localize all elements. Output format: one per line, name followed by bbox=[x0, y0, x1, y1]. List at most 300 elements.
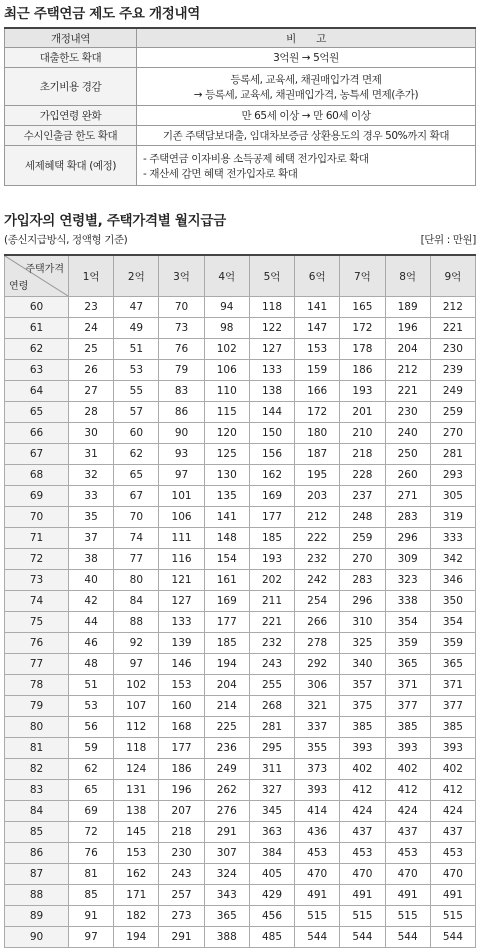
payment-cell: 221 bbox=[249, 612, 294, 633]
payment-cell: 385 bbox=[385, 717, 430, 738]
age-cell: 65 bbox=[5, 402, 69, 423]
payment-cell: 232 bbox=[295, 549, 340, 570]
table-row bbox=[5, 444, 476, 465]
age-cell: 74 bbox=[5, 591, 69, 612]
payment-cell: 333 bbox=[430, 528, 475, 549]
payment-cell: 70 bbox=[114, 507, 159, 528]
payment-cell: 393 bbox=[295, 780, 340, 801]
age-cell: 64 bbox=[5, 381, 69, 402]
payment-cell: 515 bbox=[430, 906, 475, 927]
payment-cell: 324 bbox=[204, 864, 249, 885]
payment-cell: 131 bbox=[114, 780, 159, 801]
table-row bbox=[5, 423, 476, 444]
table-row bbox=[5, 360, 476, 381]
revision-note-line: → 등록세, 교육세, 채권매입가격, 농특세 면제(추가) bbox=[193, 88, 419, 101]
age-cell: 81 bbox=[5, 738, 69, 759]
age-cell: 73 bbox=[5, 570, 69, 591]
payment-cell: 365 bbox=[204, 906, 249, 927]
payment-cell: 470 bbox=[385, 864, 430, 885]
payment-cell: 118 bbox=[114, 738, 159, 759]
payments-table-body bbox=[5, 297, 476, 948]
payment-cell: 111 bbox=[159, 528, 204, 549]
payment-cell: 515 bbox=[340, 906, 385, 927]
payment-cell: 46 bbox=[69, 633, 114, 654]
age-cell: 69 bbox=[5, 486, 69, 507]
payment-cell: 35 bbox=[69, 507, 114, 528]
payment-cell: 342 bbox=[430, 549, 475, 570]
payment-cell: 202 bbox=[249, 570, 294, 591]
payment-cell: 51 bbox=[114, 339, 159, 360]
payment-cell: 338 bbox=[385, 591, 430, 612]
corner-label-age: 연령 bbox=[9, 281, 29, 292]
payment-cell: 371 bbox=[430, 675, 475, 696]
revision-item-cell: 초기비용 경감 bbox=[5, 68, 137, 106]
column-header-price: 8억 bbox=[385, 255, 430, 297]
payment-cell: 337 bbox=[295, 717, 340, 738]
payment-cell: 59 bbox=[69, 738, 114, 759]
payment-cell: 76 bbox=[159, 339, 204, 360]
table-row bbox=[5, 801, 476, 822]
revision-note-cell bbox=[137, 146, 476, 186]
table-row bbox=[5, 339, 476, 360]
payment-cell: 44 bbox=[69, 612, 114, 633]
revision-row bbox=[5, 106, 476, 126]
payment-cell: 56 bbox=[69, 717, 114, 738]
payment-cell: 94 bbox=[204, 297, 249, 318]
payment-cell: 150 bbox=[249, 423, 294, 444]
payment-cell: 311 bbox=[249, 759, 294, 780]
payment-cell: 470 bbox=[340, 864, 385, 885]
payment-cell: 168 bbox=[159, 717, 204, 738]
payment-cell: 153 bbox=[114, 843, 159, 864]
payment-cell: 144 bbox=[249, 402, 294, 423]
payment-cell: 365 bbox=[385, 654, 430, 675]
payment-cell: 456 bbox=[249, 906, 294, 927]
payment-cell: 239 bbox=[430, 360, 475, 381]
payments-title: 가입자의 연령별, 주택가격별 월지급금 bbox=[4, 213, 226, 229]
table-row bbox=[5, 570, 476, 591]
revision-item-cell: 수시인출금 한도 확대 bbox=[5, 126, 137, 146]
payment-cell: 148 bbox=[204, 528, 249, 549]
payment-cell: 177 bbox=[204, 612, 249, 633]
payment-cell: 57 bbox=[114, 402, 159, 423]
payment-cell: 177 bbox=[249, 507, 294, 528]
payment-cell: 291 bbox=[204, 822, 249, 843]
payment-cell: 159 bbox=[295, 360, 340, 381]
payment-cell: 259 bbox=[430, 402, 475, 423]
column-header-price: 1억 bbox=[69, 255, 114, 297]
payment-cell: 27 bbox=[69, 381, 114, 402]
payment-cell: 491 bbox=[340, 885, 385, 906]
payment-cell: 384 bbox=[249, 843, 294, 864]
payment-cell: 354 bbox=[430, 612, 475, 633]
payment-cell: 85 bbox=[69, 885, 114, 906]
column-header-price: 7억 bbox=[340, 255, 385, 297]
payment-cell: 160 bbox=[159, 696, 204, 717]
payment-cell: 375 bbox=[340, 696, 385, 717]
payment-cell: 414 bbox=[295, 801, 340, 822]
table-row bbox=[5, 297, 476, 318]
column-header-price: 6억 bbox=[295, 255, 340, 297]
payment-cell: 515 bbox=[295, 906, 340, 927]
column-header-price: 3억 bbox=[159, 255, 204, 297]
payment-cell: 98 bbox=[204, 318, 249, 339]
payment-cell: 73 bbox=[159, 318, 204, 339]
table-row bbox=[5, 612, 476, 633]
age-cell: 72 bbox=[5, 549, 69, 570]
payment-cell: 371 bbox=[385, 675, 430, 696]
payment-cell: 429 bbox=[249, 885, 294, 906]
payment-cell: 65 bbox=[114, 465, 159, 486]
payment-cell: 31 bbox=[69, 444, 114, 465]
age-cell: 83 bbox=[5, 780, 69, 801]
payment-cell: 293 bbox=[430, 465, 475, 486]
payment-cell: 412 bbox=[340, 780, 385, 801]
payment-cell: 120 bbox=[204, 423, 249, 444]
payment-cell: 165 bbox=[340, 297, 385, 318]
payment-cell: 106 bbox=[159, 507, 204, 528]
payment-cell: 194 bbox=[204, 654, 249, 675]
table-row bbox=[5, 822, 476, 843]
revision-table bbox=[4, 27, 476, 186]
payment-cell: 307 bbox=[204, 843, 249, 864]
payment-cell: 177 bbox=[159, 738, 204, 759]
payment-cell: 236 bbox=[204, 738, 249, 759]
payment-cell: 310 bbox=[340, 612, 385, 633]
corner-label-price: 주택가격 bbox=[25, 264, 64, 275]
payment-cell: 214 bbox=[204, 696, 249, 717]
payment-cell: 491 bbox=[385, 885, 430, 906]
revision-note-line: 기존 주택담보대출, 임대차보증금 상환용도의 경우 50%까지 확대 bbox=[162, 130, 450, 142]
table-row bbox=[5, 528, 476, 549]
payment-cell: 118 bbox=[249, 297, 294, 318]
table-row bbox=[5, 591, 476, 612]
age-cell: 70 bbox=[5, 507, 69, 528]
payment-cell: 222 bbox=[295, 528, 340, 549]
payment-cell: 161 bbox=[204, 570, 249, 591]
payment-cell: 69 bbox=[69, 801, 114, 822]
age-cell: 66 bbox=[5, 423, 69, 444]
payment-cell: 154 bbox=[204, 549, 249, 570]
payment-cell: 32 bbox=[69, 465, 114, 486]
payment-cell: 327 bbox=[249, 780, 294, 801]
payment-cell: 212 bbox=[430, 297, 475, 318]
payment-cell: 350 bbox=[430, 591, 475, 612]
table-row bbox=[5, 717, 476, 738]
payment-cell: 153 bbox=[295, 339, 340, 360]
payment-cell: 230 bbox=[159, 843, 204, 864]
payment-cell: 385 bbox=[340, 717, 385, 738]
payment-cell: 47 bbox=[114, 297, 159, 318]
payment-cell: 544 bbox=[385, 927, 430, 948]
payment-cell: 259 bbox=[340, 528, 385, 549]
payment-cell: 424 bbox=[430, 801, 475, 822]
revision-title: 최근 주택연금 제도 주요 개정내역 bbox=[4, 6, 200, 22]
payment-cell: 146 bbox=[159, 654, 204, 675]
payment-cell: 55 bbox=[114, 381, 159, 402]
payment-cell: 145 bbox=[114, 822, 159, 843]
payment-cell: 102 bbox=[204, 339, 249, 360]
payment-cell: 25 bbox=[69, 339, 114, 360]
payment-cell: 112 bbox=[114, 717, 159, 738]
payment-cell: 127 bbox=[159, 591, 204, 612]
payment-cell: 107 bbox=[114, 696, 159, 717]
payment-cell: 453 bbox=[385, 843, 430, 864]
payment-cell: 266 bbox=[295, 612, 340, 633]
payment-cell: 28 bbox=[69, 402, 114, 423]
payment-cell: 355 bbox=[295, 738, 340, 759]
payment-cell: 84 bbox=[114, 591, 159, 612]
payment-cell: 42 bbox=[69, 591, 114, 612]
payment-cell: 115 bbox=[204, 402, 249, 423]
payment-cell: 281 bbox=[249, 717, 294, 738]
table-row bbox=[5, 759, 476, 780]
payment-cell: 424 bbox=[385, 801, 430, 822]
age-cell: 79 bbox=[5, 696, 69, 717]
payment-cell: 90 bbox=[159, 423, 204, 444]
age-cell: 63 bbox=[5, 360, 69, 381]
payment-cell: 130 bbox=[204, 465, 249, 486]
payment-cell: 121 bbox=[159, 570, 204, 591]
payment-cell: 133 bbox=[249, 360, 294, 381]
payments-header-row bbox=[5, 255, 476, 297]
age-cell: 68 bbox=[5, 465, 69, 486]
payment-cell: 453 bbox=[340, 843, 385, 864]
payment-cell: 97 bbox=[69, 927, 114, 948]
age-cell: 67 bbox=[5, 444, 69, 465]
payment-cell: 218 bbox=[340, 444, 385, 465]
table-row bbox=[5, 864, 476, 885]
payment-cell: 204 bbox=[204, 675, 249, 696]
payment-cell: 49 bbox=[114, 318, 159, 339]
payment-cell: 292 bbox=[295, 654, 340, 675]
payment-cell: 53 bbox=[69, 696, 114, 717]
payments-unit: [단위 : 만원] bbox=[420, 234, 476, 246]
payment-cell: 212 bbox=[385, 360, 430, 381]
payment-cell: 242 bbox=[295, 570, 340, 591]
payments-subheader bbox=[4, 232, 476, 248]
payment-cell: 211 bbox=[249, 591, 294, 612]
payment-cell: 437 bbox=[430, 822, 475, 843]
payment-cell: 116 bbox=[159, 549, 204, 570]
revision-note-line: - 재산세 감면 혜택 전가입자로 확대 bbox=[143, 167, 298, 180]
corner-header-cell bbox=[5, 255, 69, 297]
payment-cell: 80 bbox=[114, 570, 159, 591]
payment-cell: 249 bbox=[430, 381, 475, 402]
payment-cell: 230 bbox=[385, 402, 430, 423]
payment-cell: 249 bbox=[204, 759, 249, 780]
payment-cell: 437 bbox=[340, 822, 385, 843]
table-row bbox=[5, 402, 476, 423]
revision-header-row bbox=[5, 28, 476, 48]
payment-cell: 270 bbox=[430, 423, 475, 444]
payment-cell: 185 bbox=[204, 633, 249, 654]
revision-note-cell bbox=[137, 68, 476, 106]
table-row bbox=[5, 696, 476, 717]
payment-cell: 232 bbox=[249, 633, 294, 654]
payment-cell: 60 bbox=[114, 423, 159, 444]
payment-cell: 101 bbox=[159, 486, 204, 507]
payment-cell: 393 bbox=[385, 738, 430, 759]
payment-cell: 83 bbox=[159, 381, 204, 402]
payment-cell: 240 bbox=[385, 423, 430, 444]
revision-row bbox=[5, 48, 476, 68]
age-cell: 86 bbox=[5, 843, 69, 864]
payment-cell: 412 bbox=[430, 780, 475, 801]
payment-cell: 162 bbox=[249, 465, 294, 486]
payments-method: (종신지급방식, 정액형 기준) bbox=[4, 234, 128, 246]
age-cell: 60 bbox=[5, 297, 69, 318]
payment-cell: 515 bbox=[385, 906, 430, 927]
revision-note-cell bbox=[137, 106, 476, 126]
payment-cell: 357 bbox=[340, 675, 385, 696]
payment-cell: 243 bbox=[249, 654, 294, 675]
payment-cell: 79 bbox=[159, 360, 204, 381]
payment-cell: 237 bbox=[340, 486, 385, 507]
payment-cell: 93 bbox=[159, 444, 204, 465]
payment-cell: 437 bbox=[385, 822, 430, 843]
payment-cell: 162 bbox=[114, 864, 159, 885]
payment-cell: 62 bbox=[69, 759, 114, 780]
table-row bbox=[5, 843, 476, 864]
payment-cell: 169 bbox=[204, 591, 249, 612]
payment-cell: 138 bbox=[114, 801, 159, 822]
payment-cell: 544 bbox=[295, 927, 340, 948]
payment-cell: 276 bbox=[204, 801, 249, 822]
payment-cell: 225 bbox=[204, 717, 249, 738]
payment-cell: 26 bbox=[69, 360, 114, 381]
revision-note-cell bbox=[137, 126, 476, 146]
payment-cell: 255 bbox=[249, 675, 294, 696]
payment-cell: 402 bbox=[430, 759, 475, 780]
age-cell: 75 bbox=[5, 612, 69, 633]
table-row bbox=[5, 549, 476, 570]
payment-cell: 124 bbox=[114, 759, 159, 780]
payment-cell: 178 bbox=[340, 339, 385, 360]
payment-cell: 23 bbox=[69, 297, 114, 318]
payment-cell: 76 bbox=[69, 843, 114, 864]
payment-cell: 110 bbox=[204, 381, 249, 402]
payments-table bbox=[4, 254, 476, 948]
payment-cell: 453 bbox=[430, 843, 475, 864]
payment-cell: 91 bbox=[69, 906, 114, 927]
payment-cell: 210 bbox=[340, 423, 385, 444]
age-cell: 84 bbox=[5, 801, 69, 822]
revision-item-cell: 가입연령 완화 bbox=[5, 106, 137, 126]
payment-cell: 141 bbox=[204, 507, 249, 528]
column-header-price: 5억 bbox=[249, 255, 294, 297]
payment-cell: 196 bbox=[385, 318, 430, 339]
payment-cell: 204 bbox=[385, 339, 430, 360]
payment-cell: 262 bbox=[204, 780, 249, 801]
payment-cell: 283 bbox=[385, 507, 430, 528]
payment-cell: 102 bbox=[114, 675, 159, 696]
payment-cell: 309 bbox=[385, 549, 430, 570]
payment-cell: 171 bbox=[114, 885, 159, 906]
column-header-price: 4억 bbox=[204, 255, 249, 297]
payment-cell: 271 bbox=[385, 486, 430, 507]
payment-cell: 51 bbox=[69, 675, 114, 696]
payment-cell: 196 bbox=[159, 780, 204, 801]
payment-cell: 186 bbox=[159, 759, 204, 780]
payment-cell: 424 bbox=[340, 801, 385, 822]
table-row bbox=[5, 633, 476, 654]
age-cell: 89 bbox=[5, 906, 69, 927]
payment-cell: 62 bbox=[114, 444, 159, 465]
age-cell: 61 bbox=[5, 318, 69, 339]
payment-cell: 393 bbox=[430, 738, 475, 759]
payment-cell: 230 bbox=[430, 339, 475, 360]
payment-cell: 92 bbox=[114, 633, 159, 654]
payment-cell: 470 bbox=[295, 864, 340, 885]
payment-cell: 544 bbox=[340, 927, 385, 948]
payment-cell: 193 bbox=[340, 381, 385, 402]
payment-cell: 194 bbox=[114, 927, 159, 948]
payment-cell: 81 bbox=[69, 864, 114, 885]
payment-cell: 77 bbox=[114, 549, 159, 570]
payment-cell: 141 bbox=[295, 297, 340, 318]
payment-cell: 185 bbox=[249, 528, 294, 549]
payment-cell: 323 bbox=[385, 570, 430, 591]
payment-cell: 306 bbox=[295, 675, 340, 696]
payment-cell: 193 bbox=[249, 549, 294, 570]
age-cell: 87 bbox=[5, 864, 69, 885]
payment-cell: 544 bbox=[430, 927, 475, 948]
payment-cell: 221 bbox=[385, 381, 430, 402]
payment-cell: 156 bbox=[249, 444, 294, 465]
payment-cell: 491 bbox=[430, 885, 475, 906]
payment-cell: 254 bbox=[295, 591, 340, 612]
document-page bbox=[4, 4, 476, 948]
table-row bbox=[5, 507, 476, 528]
payment-cell: 24 bbox=[69, 318, 114, 339]
payment-cell: 345 bbox=[249, 801, 294, 822]
payment-cell: 218 bbox=[159, 822, 204, 843]
payment-cell: 187 bbox=[295, 444, 340, 465]
payment-cell: 405 bbox=[249, 864, 294, 885]
revision-note-cell bbox=[137, 48, 476, 68]
payment-cell: 363 bbox=[249, 822, 294, 843]
payment-cell: 412 bbox=[385, 780, 430, 801]
table-row bbox=[5, 318, 476, 339]
payment-cell: 127 bbox=[249, 339, 294, 360]
age-cell: 77 bbox=[5, 654, 69, 675]
payment-cell: 67 bbox=[114, 486, 159, 507]
payment-cell: 172 bbox=[295, 402, 340, 423]
revision-item-cell: 세제혜택 확대 (예정) bbox=[5, 146, 137, 186]
payment-cell: 72 bbox=[69, 822, 114, 843]
payment-cell: 321 bbox=[295, 696, 340, 717]
payment-cell: 33 bbox=[69, 486, 114, 507]
payment-cell: 135 bbox=[204, 486, 249, 507]
payment-cell: 125 bbox=[204, 444, 249, 465]
payment-cell: 470 bbox=[430, 864, 475, 885]
payment-cell: 346 bbox=[430, 570, 475, 591]
payment-cell: 402 bbox=[385, 759, 430, 780]
age-cell: 82 bbox=[5, 759, 69, 780]
payment-cell: 325 bbox=[340, 633, 385, 654]
payment-cell: 250 bbox=[385, 444, 430, 465]
payment-cell: 278 bbox=[295, 633, 340, 654]
revision-row bbox=[5, 68, 476, 106]
payment-cell: 138 bbox=[249, 381, 294, 402]
revision-row bbox=[5, 126, 476, 146]
payment-cell: 38 bbox=[69, 549, 114, 570]
table-row bbox=[5, 381, 476, 402]
payment-cell: 365 bbox=[430, 654, 475, 675]
payment-cell: 180 bbox=[295, 423, 340, 444]
payment-cell: 270 bbox=[340, 549, 385, 570]
